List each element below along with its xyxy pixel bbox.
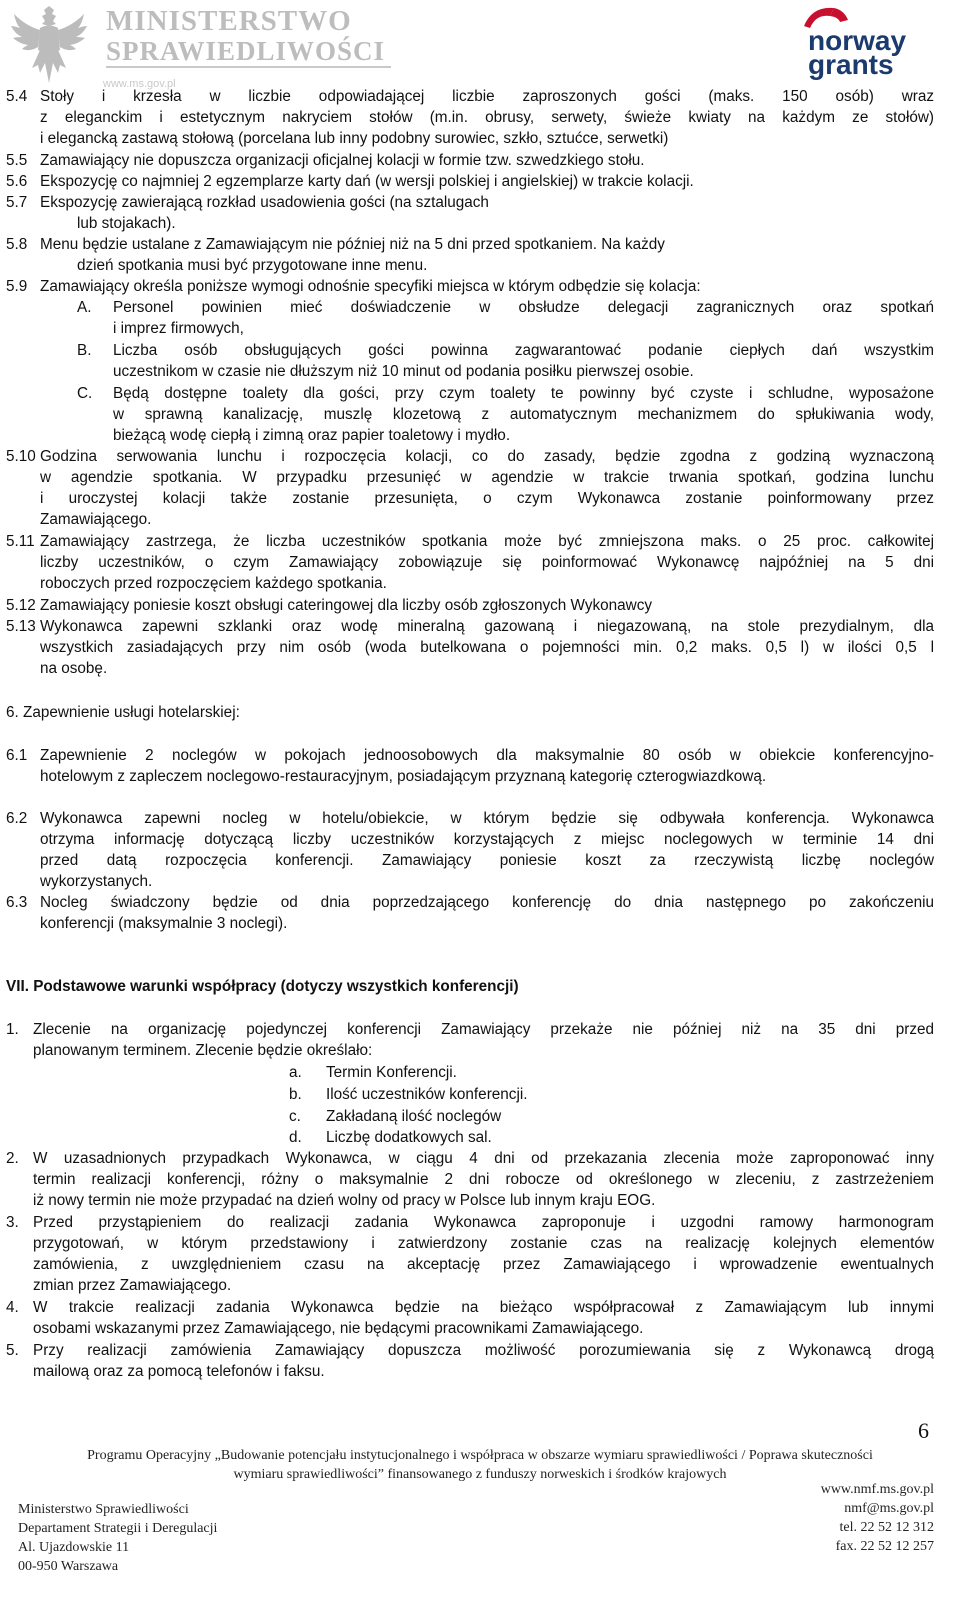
sub-item-text: Ilość uczestników konferencji.: [326, 1086, 528, 1103]
item-7-1-line2: planowanym terminem. Zlecenie będzie określało:: [33, 1042, 373, 1059]
item-5-13-line3: na osobę.: [40, 660, 108, 677]
item-6-2-line4: wykorzystanych.: [40, 873, 153, 890]
item-number: 6.1: [6, 747, 28, 764]
item-number: 5.8: [6, 236, 28, 253]
sub-item-letter: d.: [289, 1129, 302, 1146]
sub-item-letter: a.: [289, 1064, 302, 1081]
website-link[interactable]: www.nmf.ms.gov.pl: [820, 1482, 934, 1497]
item-number: 5.4: [6, 88, 28, 105]
item-number: 1.: [6, 1021, 19, 1038]
item-5-6-line1: Ekspozycję co najmniej 2 egzemplarze karty dań (w wersji polskiej i angielskiej) w trakcie kolacji.: [40, 173, 694, 190]
item-7-4-line1: W trakcie realizacji zadania Wykonawca będzie na bieżąco współpracował z Zamawiającym lub innymi: [33, 1299, 934, 1316]
item-5-11-line1: Zamawiający zastrzega, że liczba uczestników spotkania może być zmniejszona maks. o 25 proc. całkowitej: [40, 533, 934, 550]
item-number: 5.9: [6, 278, 28, 295]
item-7-3-line4: zmian przez Zamawiającego.: [33, 1277, 232, 1294]
sub-item-letter: b.: [289, 1086, 302, 1103]
email-link[interactable]: nmf@ms.gov.pl: [844, 1501, 934, 1516]
item-6-1-line2: hotelowym z zapleczem noclegowo-restauracyjnym, posiadającym przyznaną kategorię czterogwiazdkową.: [40, 768, 767, 785]
address-line: 00-950 Warszawa: [18, 1559, 119, 1574]
item-A-line1: Personel powinien mieć doświadczenie w obsłudze delegacji zagranicznych oraz spotkań: [113, 299, 934, 316]
item-5-10-line4: Zamawiającego.: [40, 511, 152, 528]
item-7-3-line1: Przed przystąpieniem do realizacji zadania Wykonawca zaproponuje i uzgodni ramowy harmonogram: [33, 1214, 934, 1231]
item-7-5-line1: Przy realizacji zamówienia Zamawiający dopuszcza możliwość porozumiewania się z Wykonawcą drogą: [33, 1342, 934, 1359]
item-5-12-line1: Zamawiający poniesie koszt obsługi cateringowej dla liczby osób zgłoszonych Wykonawcy: [40, 597, 653, 614]
sub-item-text: Liczbę dodatkowych sal.: [326, 1129, 492, 1146]
item-7-5-line2: mailową oraz za pomocą telefonów i faksu.: [33, 1363, 325, 1380]
item-7-2-line2: termin realizacji konferencji, różny o maksymalnie 2 dni robocze od określonego w zleceniu, z zastrzeżeniem: [33, 1171, 934, 1188]
norway-word: norway: [808, 25, 907, 56]
footer-program-line1: Programu Operacyjny „Budowanie potencjału instytucjonalnego i współpraca w obszarze wymiaru sprawiedliwości / Poprawa skuteczności: [87, 1448, 873, 1463]
item-5-8-line1: Menu będzie ustalane z Zamawiającym nie później niż na 5 dni przed spotkaniem. Na każdy: [40, 236, 665, 253]
sub-item-letter: c.: [289, 1108, 301, 1125]
item-number: 5.10: [6, 448, 36, 465]
sub-item-text: Zakładaną ilość noclegów: [326, 1108, 502, 1125]
item-number: 5.: [6, 1342, 19, 1359]
footer-program-line2: wymiaru sprawiedliwości” finansowanego z funduszy norweskich i środków krajowych: [233, 1467, 727, 1482]
item-number: 5.6: [6, 173, 28, 190]
polish-eagle-emblem-icon: [10, 0, 88, 88]
page-number: 6: [918, 1418, 929, 1443]
item-5-13-line1: Wykonawca zapewni szklanki oraz wodę mineralną gazowaną i niegazowaną, na stole prezydialnym, dla: [40, 618, 934, 635]
item-number: 5.11: [6, 533, 35, 550]
sub-item-letter: C.: [77, 385, 93, 402]
item-number: 3.: [6, 1214, 19, 1231]
page-header: [0, 0, 960, 88]
item-number: 5.13: [6, 618, 36, 635]
ministry-name-line2: SPRAWIEDLIWOŚCI: [106, 36, 386, 66]
address-line: Al. Ujazdowskie 11: [18, 1540, 130, 1555]
item-A-line2: i imprez firmowych,: [113, 320, 244, 337]
item-5-10-line3: i uroczystej kolacji także zostanie przesunięta, o czym Wykonawca zostanie poinformowany przez: [40, 490, 934, 507]
sub-item-letter: B.: [77, 342, 92, 359]
item-7-4-line2: osobami wskazanymi przez Zamawiającego, nie będącymi pracownikami Zamawiającego.: [33, 1320, 644, 1337]
item-C-line1: Będą dostępne toalety dla gości, przy czym toalety te powinny być czyste i schludne, wyposażone: [113, 385, 934, 402]
item-6-2-line2: otrzyma informację dotyczącą liczby uczestników korzystających z miejsc noclegowych w terminie 14 dni: [40, 831, 934, 848]
address-line: Ministerstwo Sprawiedliwości: [18, 1502, 189, 1517]
logo-divider: [106, 66, 391, 68]
item-5-11-line2: liczby uczestników, o czym Zamawiający zobowiązuje się poinformować Wykonawcę najpóźniej na 5 dni: [40, 554, 934, 571]
item-5-7-line1: Ekspozycję zawierającą rozkład usadowienia gości (na sztalugach: [40, 194, 489, 211]
item-number: 6.3: [6, 894, 28, 911]
section-7-heading: VII. Podstawowe warunki współpracy (dotyczy wszystkich konferencji): [6, 978, 519, 995]
item-7-3-line3: zamówienia, z uwzględnieniem czasu na akceptację przez Zamawiającego i wprowadzenie ewentualnych: [33, 1256, 934, 1273]
grants-word: grants: [808, 49, 894, 80]
sub-item-letter: A.: [77, 299, 92, 316]
item-B-line1: Liczba osób obsługujących gości powinna zagwarantować podanie ciepłych dań wszystkim: [113, 342, 934, 359]
item-6-2-line1: Wykonawca zapewni nocleg w hotelu/obiekcie, w którym będzie się odbywała konferencja. Wykonawca: [40, 810, 934, 827]
item-number: 2.: [6, 1150, 19, 1167]
item-5-7-line2: lub stojakach).: [77, 215, 176, 232]
item-5-8-line2: dzień spotkania musi być przygotowane inne menu.: [77, 257, 428, 274]
item-number: 6.2: [6, 810, 28, 827]
section-6-heading: 6. Zapewnienie usługi hotelarskiej:: [6, 704, 240, 721]
ministry-logo-text: [106, 6, 385, 66]
fax-number: fax. 22 52 12 257: [835, 1539, 934, 1554]
item-6-3-line2: konferencji (maksymalnie 3 noclegi).: [40, 915, 288, 932]
sub-item-text: Termin Konferencji.: [326, 1064, 457, 1081]
item-7-2-line1: W uzasadnionych przypadkach Wykonawca, w ciągu 4 dni od przekazania zlecenia może zaproponować inny: [33, 1150, 934, 1167]
item-5-9-line1: Zamawiający określa poniższe wymogi odnośnie specyfiki miejsca w którym odbędzie się kolacja:: [40, 278, 701, 295]
item-C-line3: bieżącą wodę ciepłą i zimną oraz papier toaletowy i mydło.: [113, 427, 511, 444]
item-5-10-line1: Godzina serwowania lunchu i rozpoczęcia kolacji, co do zasady, będzie zgodna z godziną wyznaczoną: [40, 448, 934, 465]
item-number: 5.12: [6, 597, 36, 614]
item-5-4-line3: i elegancką zastawą stołową (porcelana lub inny podobny surowiec, szkło, sztućce, serwetki): [40, 130, 669, 147]
norway-grants-wordmark: [808, 25, 907, 80]
item-C-line2: w sprawną kanalizację, muszlę klozetową z automatycznym mechanizmem do spłukiwania wody,: [113, 406, 934, 423]
item-5-13-line2: wszystkich zasiadających przy nim osób (woda butelkowana o pojemności min. 0,2 maks. 0,5 l) w ilości 0,5 l: [40, 639, 934, 656]
item-number: 4.: [6, 1299, 19, 1316]
item-7-2-line3: iż nowy termin nie może przypadać na dzień wolny od pracy w Polsce lub innym kraju EOG.: [33, 1192, 656, 1209]
item-6-1-line1: Zapewnienie 2 noclegów w pokojach jednoosobowych dla maksymalnie 80 osób w obiekcie konferencyjno-: [40, 747, 934, 764]
item-5-11-line3: roboczych przed rozpoczęciem każdego spotkania.: [40, 575, 387, 592]
item-6-3-line1: Nocleg świadczony będzie od dnia poprzedzającego konferencję do dnia następnego po zakończeniu: [40, 894, 934, 911]
item-number: 5.5: [6, 152, 28, 169]
ministry-name-line1: MINISTERSTWO: [106, 5, 352, 37]
item-5-4-line2: z eleganckim i estetycznym nakryciem stołów (m.in. obrusy, serwety, świeże kwiaty na każdym ze stołów): [40, 109, 934, 126]
item-number: 5.7: [6, 194, 28, 211]
phone-number: tel. 22 52 12 312: [839, 1520, 934, 1535]
item-7-1-line1: Zlecenie na organizację pojedynczej konferencji Zamawiający przekaże nie później niż na 35 dni przed: [33, 1021, 934, 1038]
address-line: Departament Strategii i Deregulacji: [18, 1521, 218, 1536]
item-7-3-line2: przygotowań, w którym przedstawiony i zatwierdzony zostanie czas na realizację kolejnych elementów: [33, 1235, 934, 1252]
item-5-5-line1: Zamawiający nie dopuszcza organizacji oficjalnej kolacji w formie tzw. szwedzkiego stołu.: [40, 152, 645, 169]
item-6-2-line3: przed datą rozpoczęcia konferencji. Zamawiający poniesie koszt za rzeczywistą liczbę noclegów: [40, 852, 934, 869]
item-5-10-line2: w agendzie spotkania. W przypadku przesunięć w agendzie w trakcie trwania spotkań, godzina lunchu: [40, 469, 934, 486]
item-5-4-line1: Stoły i krzesła w liczbie odpowiadającej liczbie zaproszonych gości (maks. 150 osób) wraz: [40, 88, 934, 105]
ministry-url: www.ms.gov.pl: [103, 78, 176, 90]
item-B-line2: uczestnikom w czasie nie dłuższym niż 10 minut od podania posiłku pierwszej osobie.: [113, 363, 694, 380]
